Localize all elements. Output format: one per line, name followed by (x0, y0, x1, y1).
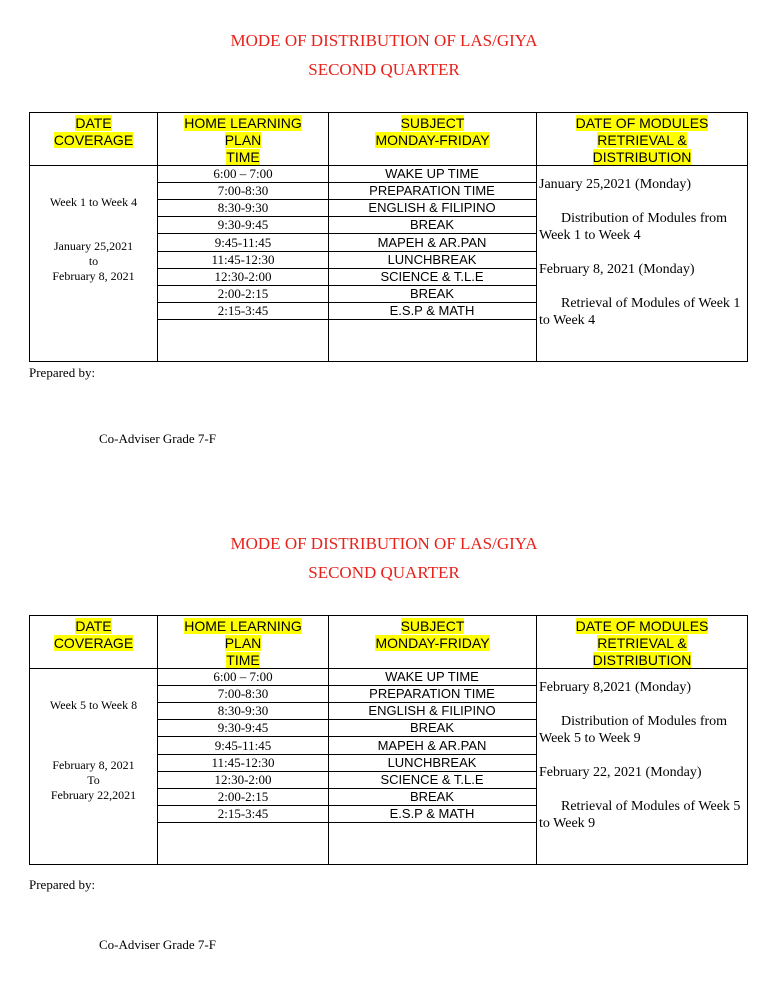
schedule-table (29, 112, 748, 362)
subject-cell: LUNCHBREAK (387, 755, 477, 770)
subject-cell: PREPARATION TIME (369, 686, 495, 701)
schedule-table (29, 615, 748, 865)
row-divider (157, 319, 537, 320)
document-title: MODE OF DISTRIBUTION OF LAS/GIYA (230, 31, 538, 50)
subject-cell: BREAK (409, 720, 455, 735)
subject-cell: LUNCHBREAK (387, 252, 477, 267)
header-date-coverage: DATE COVERAGE (53, 618, 134, 651)
time-slot: 9:30-9:45 (217, 720, 269, 735)
date-range: January 25,2021 to February 8, 2021 (52, 239, 135, 283)
subject-cell: PREPARATION TIME (369, 183, 495, 198)
document-subtitle: SECOND QUARTER (308, 563, 460, 582)
subject-cell: MAPEH & AR.PAN (377, 738, 487, 753)
week-range: Week 1 to Week 4 (49, 195, 138, 209)
date-range: February 8, 2021 To February 22,2021 (50, 758, 137, 802)
co-adviser-label: Co-Adviser Grade 7-F (99, 431, 216, 446)
time-slot: 11:45-12:30 (211, 252, 275, 267)
header-modules-date: DATE OF MODULES RETRIEVAL & DISTRIBUTION (575, 115, 709, 165)
week-range: Week 5 to Week 8 (49, 698, 138, 712)
time-slot: 7:00-8:30 (217, 183, 269, 198)
subject-cell: E.S.P & MATH (389, 806, 475, 821)
time-slot: 11:45-12:30 (211, 755, 275, 770)
header-subject: SUBJECT MONDAY-FRIDAY (375, 618, 490, 651)
time-slot: 2:15-3:45 (217, 806, 269, 821)
distribution-date: January 25,2021 (Monday) (539, 177, 692, 192)
distribution-note: Distribution of Modules from Week 1 to Week 4 (539, 211, 728, 243)
time-slot: 12:30-2:00 (214, 269, 272, 284)
subject-cell: E.S.P & MATH (389, 303, 475, 318)
header-date-coverage: DATE COVERAGE (53, 115, 134, 148)
time-slot: 6:00 – 7:00 (213, 166, 273, 181)
document-subtitle: SECOND QUARTER (308, 60, 460, 79)
retrieval-date: February 8, 2021 (Monday) (539, 262, 695, 277)
subject-cell: SCIENCE & T.L.E (380, 772, 484, 787)
header-home-learning-plan: HOME LEARNING PLAN TIME (184, 115, 302, 165)
prepared-by-label: Prepared by: (29, 365, 96, 380)
time-slot: 2:15-3:45 (217, 303, 269, 318)
retrieval-note: Retrieval of Modules of Week 5 to Week 9 (539, 799, 741, 831)
prepared-by-label: Prepared by: (29, 877, 96, 892)
time-slot: 9:45-11:45 (214, 738, 272, 753)
time-slot: 2:00-2:15 (217, 789, 269, 804)
document-title: MODE OF DISTRIBUTION OF LAS/GIYA (230, 534, 538, 553)
time-slot: 6:00 – 7:00 (213, 669, 273, 684)
co-adviser-label: Co-Adviser Grade 7-F (99, 937, 216, 952)
distribution-note: Distribution of Modules from Week 5 to Week 9 (539, 714, 728, 746)
time-slot: 8:30-9:30 (217, 703, 269, 718)
time-slot: 12:30-2:00 (214, 772, 272, 787)
time-slot: 9:30-9:45 (217, 217, 269, 232)
time-slot: 9:45-11:45 (214, 235, 272, 250)
retrieval-date: February 22, 2021 (Monday) (539, 765, 702, 780)
time-slot: 8:30-9:30 (217, 200, 269, 215)
subject-cell: WAKE UP TIME (385, 669, 479, 684)
header-subject: SUBJECT MONDAY-FRIDAY (375, 115, 490, 148)
time-slot: 7:00-8:30 (217, 686, 269, 701)
subject-cell: ENGLISH & FILIPINO (368, 200, 496, 215)
distribution-date: February 8,2021 (Monday) (539, 680, 692, 695)
subject-cell: BREAK (409, 286, 455, 301)
subject-cell: ENGLISH & FILIPINO (368, 703, 496, 718)
row-divider (157, 822, 537, 823)
retrieval-note: Retrieval of Modules of Week 1 to Week 4 (539, 296, 741, 328)
subject-cell: BREAK (409, 789, 455, 804)
subject-cell: MAPEH & AR.PAN (377, 235, 487, 250)
time-slot: 2:00-2:15 (217, 286, 269, 301)
subject-cell: WAKE UP TIME (385, 166, 479, 181)
header-home-learning-plan: HOME LEARNING PLAN TIME (184, 618, 302, 668)
subject-cell: SCIENCE & T.L.E (380, 269, 484, 284)
header-modules-date: DATE OF MODULES RETRIEVAL & DISTRIBUTION (575, 618, 709, 668)
subject-cell: BREAK (409, 217, 455, 232)
